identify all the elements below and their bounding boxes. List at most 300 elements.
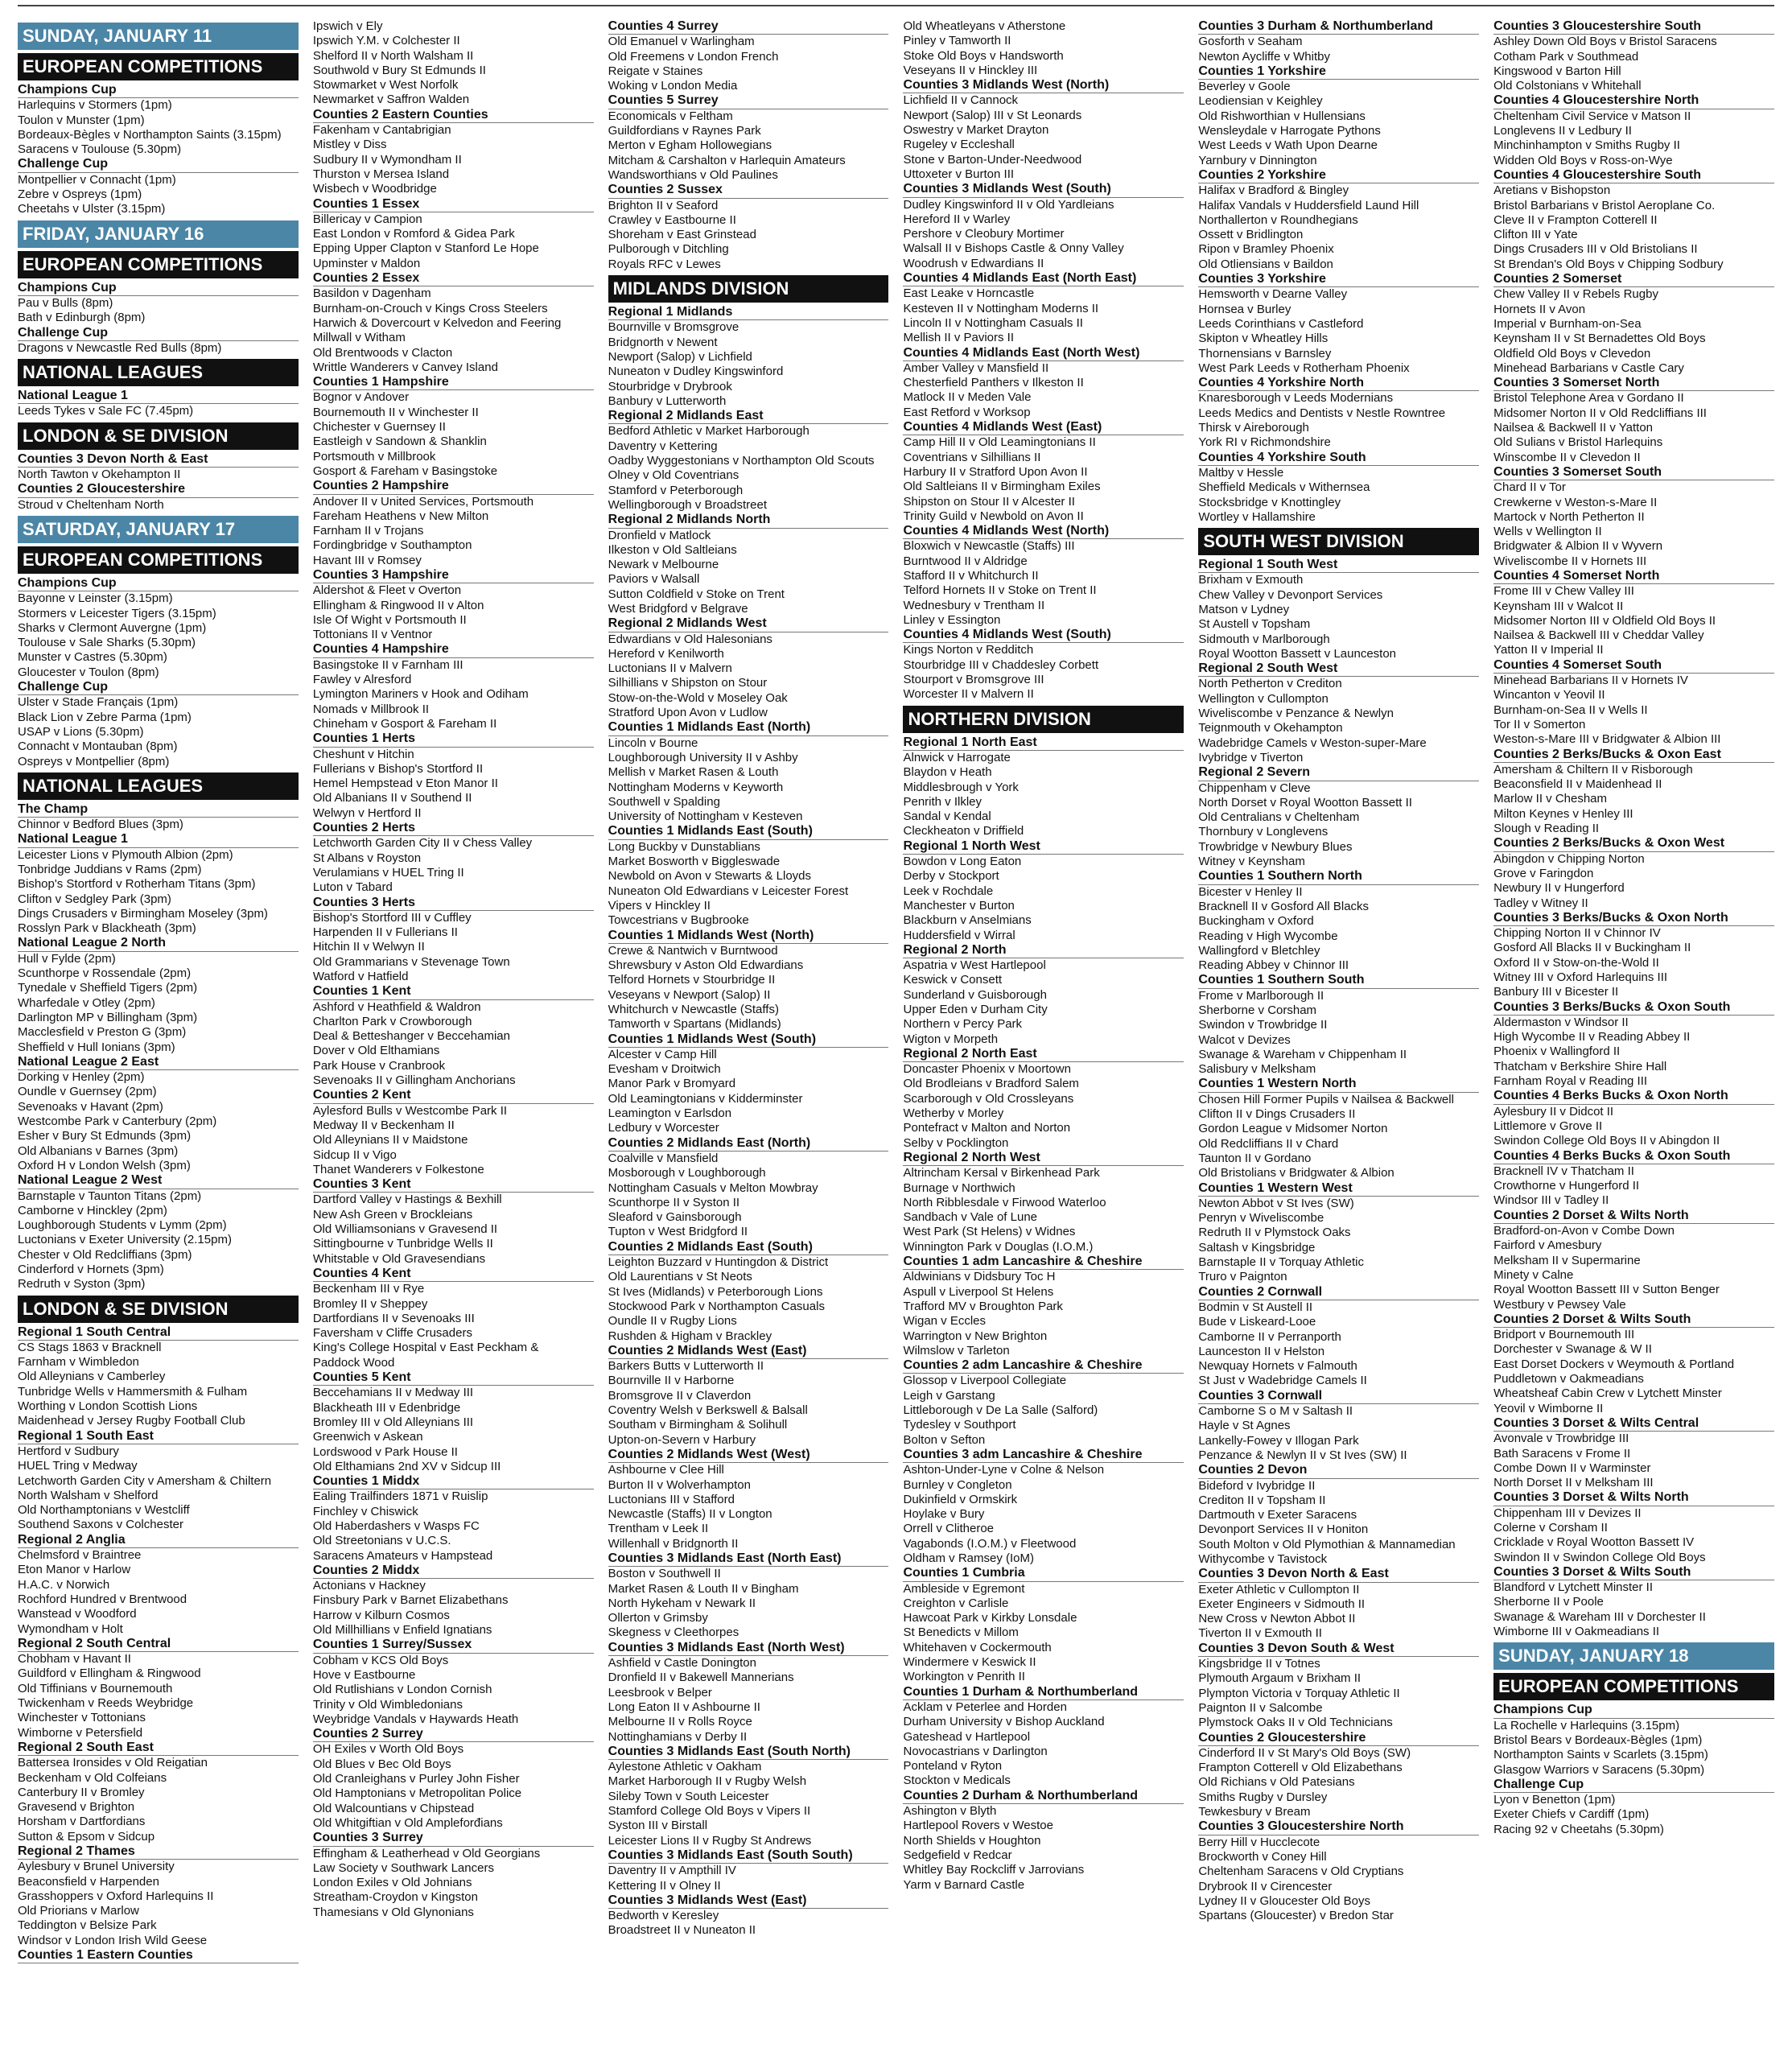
fixture-line: Saracens Amateurs v Hampstead [312,1548,493,1563]
fixture-line: Trinity v Old Wimbledonians [312,1697,463,1712]
fixture-line: Royal Wootton Bassett v Launceston [1198,646,1397,661]
fixture-line: Sudbury II v Wymondham II [312,152,462,167]
fixture-line: Barnstaple II v Torquay Athletic [1198,1255,1364,1270]
fixture-line: Olney v Old Coventrians [608,468,739,483]
fixture-line: Nailsea & Backwell II v Yatton [1493,421,1654,435]
fixture-line: Tonbridge Juddians v Rams (2pm) [18,862,202,876]
fixture-line: Camborne S o M v Saltash II [1198,1404,1353,1419]
fixture-line: London Exiles v Old Johnians [312,1876,472,1890]
fixture-line: Stockwood Park v Northampton Casuals [608,1299,825,1313]
competition-title: Counties 3 Dorset & Wilts South [1493,1565,1774,1580]
fixture-line: Trowbridge v Newbury Blues [1198,839,1353,854]
competition-title: Counties 1 Herts [313,731,594,747]
fixture-line: Halifax Vandals v Huddersfield Laund Hill [1198,198,1419,212]
fixture-line: Upper Eden v Durham City [903,1003,1048,1016]
fixture-line: Abingdon v Chipping Norton [1493,851,1645,866]
fixture-line: Hawcoat Park v Kirkby Lonsdale [903,1611,1077,1625]
fixture-line: Dorking v Henley (2pm) [18,1070,145,1085]
fixture-line: Acklam v Peterlee and Horden [903,1700,1067,1714]
fixture-line: Durham University v Bishop Auckland [903,1715,1105,1729]
competition-title: Counties 4 Somerset South [1493,658,1774,674]
competition-title: Counties 1 Midlands West (North) [608,929,889,944]
fixture-line: Southwold v Bury St Edmunds II [312,63,486,77]
fixture-line: Linley v Essington [903,612,1001,627]
fixture-line: Harrow v Kilburn Cosmos [312,1608,450,1622]
fixture-line: Southwell v Spalding [608,794,720,809]
fixture-line: Aylesford Bulls v Westcombe Park II [312,1103,508,1118]
fixture-line: Kingsbridge II v Totnes [1198,1657,1320,1671]
competition-title: Counties 2 Surrey [313,1727,594,1742]
fixture-line: Lichfield II v Cannock [903,93,1019,108]
fixture-line: Ollerton v Grimsby [608,1611,708,1625]
fixture-line: Luton v Tabard [312,880,393,895]
fixture-line: Old Alleynians II v Maidstone [312,1133,468,1147]
fixture-line: Walcot v Devizes [1198,1032,1291,1047]
fixture-line: South Molton v Old Plymothian & Mannamedian [1198,1537,1456,1551]
fixture-line: Chard II v Tor [1493,480,1566,495]
fixture-line: Dover v Old Elthamians [312,1044,440,1058]
competition-title: Regional 2 North West [903,1151,1184,1166]
competition-title: National League 1 [18,832,299,847]
fixture-line: St Benedicts v Millom [903,1625,1019,1640]
fixture-line: Sherborne v Corsham [1198,1003,1317,1017]
fixture-line: USAP v Lions (5.30pm) [18,724,144,739]
fixture-line: Hartlepool Rovers v Westoe [903,1819,1053,1833]
competition-title: Counties 4 Midlands East (North West) [903,346,1184,361]
fixture-line: Chichester v Guernsey II [312,420,446,435]
fixture-line: Dorchester v Swanage & W II [1493,1342,1652,1357]
fixture-line: Sedgefield v Redcar [903,1848,1012,1862]
fixture-line: Twickenham v Reeds Weybridge [18,1696,194,1711]
fixture-line: East Dorset Dockers v Weymouth & Portland [1493,1357,1735,1371]
fixture-line: Minehead Barbarians II v Hornets IV [1493,674,1688,688]
fixture-line: Dronfield v Matlock [608,528,711,542]
competition-title: Counties 3 Devon North & East [18,452,299,468]
fixture-line: Burton II v Wolverhampton [608,1477,751,1492]
fixture-line: Park House v Cranbrook [312,1058,446,1073]
fixture-line: Swindon II v Swindon College Old Boys [1493,1550,1706,1564]
fixture-line: Amersham & Chiltern II v Risborough [1493,762,1693,777]
fixture-line: Marlow II v Chesham [1493,792,1608,806]
fixture-line: Ospreys v Montpellier (8pm) [18,754,170,768]
fixture-line: York RI v Richmondshire [1198,435,1331,450]
fixture-line: Ipswich v Ely [312,19,383,33]
fixture-line: Reading Abbey v Chinnor III [1198,958,1349,973]
fixture-line: Deal & Betteshanger v Beccehamian [312,1029,510,1044]
competition-title: Counties 2 Cornwall [1198,1285,1479,1300]
fixture-line: Camp Hill II v Old Leamingtonians II [903,435,1096,450]
fixture-line: High Wycombe II v Reading Abbey II [1493,1030,1691,1044]
fixture-line: Old Laurentians v St Neots [608,1270,752,1284]
fixture-line: Newport (Salop) III v St Leonards [903,108,1082,122]
fixture-line: Old Leamingtonians v Kidderminster [608,1091,803,1106]
fixture-line: Imperial v Burnham-on-Sea [1493,316,1642,331]
fixture-line: Bristol Barbarians v Bristol Aeroplane Co. [1493,198,1716,212]
fixture-line: Aretians v Bishopston [1493,183,1611,198]
competition-title: Regional 2 Midlands East [608,409,889,424]
fixture-line: Teddington v Belsize Park [18,1918,157,1933]
fixture-line: West Park (St Helens) v Widnes [903,1225,1076,1239]
day-header: FRIDAY, JANUARY 16 [18,220,299,248]
competition-title: Regional 1 North East [903,735,1184,751]
fixture-line: Drybrook II v Cirencester [1198,1879,1333,1893]
fixture-line: Chinnor v Bedford Blues (3pm) [18,818,183,832]
fixture-line: Letchworth Garden City II v Chess Valley [312,836,533,851]
fixture-line: Redruth II v Plymstock Oaks [1198,1226,1351,1240]
fixture-line: Newbury II v Hungerford [1493,881,1625,896]
fixture-line: Zebre v Ospreys (1pm) [18,187,142,202]
fixture-line: Exeter Chiefs v Cardiff (1pm) [1493,1807,1650,1822]
fixture-line: Alnwick v Harrogate [903,750,1011,764]
fixture-line: Ipswich Y.M. v Colchester II [312,34,460,48]
fixture-line: Oldfield Old Boys v Clevedon [1493,346,1651,360]
fixture-line: Thornbury v Longlevens [1198,825,1329,839]
fixture-line: East Retford v Worksop [903,405,1031,419]
competition-title: Counties 5 Surrey [608,93,889,109]
fixture-line: Nuneaton v Dudley Kingswinford [608,365,784,379]
competition-title: National League 2 East [18,1055,299,1070]
fixture-line: Vipers v Hinckley II [608,898,711,913]
fixture-line: Fullerians v Bishop's Stortford II [312,761,484,776]
fixture-line: St Brendan's Old Boys v Chipping Sodbury [1493,257,1724,271]
fixture-line: Sandbach v Vale of Lune [903,1210,1038,1225]
competition-title: National League 1 [18,389,299,404]
fixture-line: Weston-s-Mare III v Bridgwater & Albion III [1493,732,1721,747]
fixture-line: Horsham v Dartfordians [18,1815,146,1829]
competition-title: Counties 1 Midlands East (South) [608,824,889,839]
fixture-line: Swindon v Trowbridge II [1198,1018,1328,1032]
fixture-line: Blackburn v Anselmians [903,913,1032,928]
fixture-line: Old Cranleighans v Purley John Fisher [312,1772,520,1786]
fixture-line: Ulster v Stade Français (1pm) [18,695,179,710]
fixture-line: Crowthorne v Hungerford II [1493,1179,1640,1193]
fixture-line: OH Exiles v Worth Old Boys [312,1742,464,1757]
fixture-line: Worthing v London Scottish Lions [18,1399,198,1414]
fixture-line: Withycombe v Tavistock [1198,1551,1328,1566]
competition-title: Counties 3 Durham & Northumberland [1198,19,1479,35]
fixture-line: Wigton v Morpeth [903,1032,999,1046]
fixture-line: Hereford v Kenilworth [608,646,724,661]
fixture-line: Ashfield v Castle Donington [608,1656,756,1671]
fixture-line: Leighton Buzzard v Huntingdon & District [608,1255,829,1270]
fixture-line: Stockton v Medicals [903,1774,1011,1788]
fixture-line: Whitchurch v Newcastle (Staffs) [608,1003,779,1016]
fixture-line: Dragons v Newcastle Red Bulls (8pm) [18,340,222,355]
fixture-line: Reading v High Wycombe [1198,929,1338,943]
fixture-line: Crediton II v Topsham II [1198,1493,1326,1507]
fixture-line: Frome III v Chew Valley III [1493,584,1634,599]
fixture-line: Old Elthamians 2nd XV v Sidcup III [312,1459,501,1473]
fixture-line: Woking v London Media [608,79,738,93]
fixture-line: Luctonians v Exeter University (2.15pm) [18,1233,232,1247]
fixture-line: Witney III v Oxford Harlequins III [1493,970,1668,984]
competition-title: Regional 2 South Central [18,1637,299,1652]
competition-title: Counties 2 Midlands West (East) [608,1344,889,1359]
section-header: NORTHERN DIVISION [903,706,1184,733]
fixture-line: Gordon League v Midsomer Norton [1198,1122,1388,1136]
fixture-line: West Bridgford v Belgrave [608,601,748,616]
fixture-line: Basildon v Dagenham [312,286,431,301]
fixture-line: Newton Abbot v St Ives (SW) [1198,1196,1354,1210]
fixture-line: Tynedale v Sheffield Tigers (2pm) [18,981,198,995]
fixture-line: Leek v Rochdale [903,884,994,898]
fixture-line: Faversham v Cliffe Crusaders [312,1326,472,1341]
fixture-line: Old Centralians v Cheltenham [1198,810,1360,825]
fixture-line: Shelford II v North Walsham II [312,48,474,63]
fixture-line: H.A.C. v Norwich [18,1577,110,1592]
fixture-line: Hemsworth v Dearne Valley [1198,287,1348,302]
competition-title: Counties 3 Somerset South [1493,465,1774,480]
fixture-line: Royals RFC v Lewes [608,257,721,271]
fixture-line: Spartans (Gloucester) v Bredon Star [1198,1909,1394,1923]
fixture-line: Pulborough v Ditchling [608,242,729,257]
fixture-line: Sandal v Kendal [903,810,991,824]
competition-title: Counties 3 adm Lancashire & Cheshire [903,1448,1184,1463]
fixture-line: Minehead Barbarians v Castle Cary [1493,360,1684,375]
fixture-line: Ealing Trailfinders 1871 v Ruislip [312,1489,488,1504]
fixture-line: Cleve II v Frampton Cotterell II [1493,212,1658,227]
fixture-line: Derby v Stockport [903,869,999,884]
fixture-line: Leicester Lions v Plymouth Albion (2pm) [18,847,233,862]
fixture-line: Skipton v Wheatley Hills [1198,332,1329,346]
fixture-line: Southam v Birmingham & Solihull [608,1418,788,1432]
competition-title: Counties 1 Southern North [1198,869,1479,884]
fixture-line: Clifton III v Yate [1493,228,1578,242]
fixture-line: Beckenham III v Rye [312,1282,425,1296]
fixture-line: North Shields v Houghton [903,1833,1041,1848]
fixture-line: Colerne v Corsham II [1493,1520,1608,1535]
fixture-line: Witney v Keynsham [1198,855,1305,869]
fixture-line: Plympton Victoria v Torquay Athletic II [1198,1686,1400,1700]
fixture-line: Lincoln v Bourne [608,735,698,750]
section-header: SOUTH WEST DIVISION [1198,528,1479,555]
competition-title: Counties 3 Dorset & Wilts Central [1493,1416,1774,1432]
fixture-line: Old Bristolians v Bridgwater & Albion [1198,1166,1394,1180]
fixture-line: Banbury III v Bicester II [1493,985,1619,999]
fixture-line: Old Haberdashers v Wasps FC [312,1518,480,1533]
competition-title: Counties 2 Yorkshire [1198,168,1479,183]
fixture-line: Matson v Lydney [1198,602,1290,616]
fixture-line: Reigate v Staines [608,64,703,78]
competition-title: Regional 2 North East [903,1047,1184,1062]
fixture-line: Grasshoppers v Oxford Harlequins II [18,1889,214,1903]
fixture-line: Wednesbury v Trentham II [903,598,1045,612]
fixture-line: Tewkesbury v Bream [1198,1805,1311,1819]
fixtures-column-5 [1198,19,1479,2055]
competition-title: Regional 2 Midlands West [608,616,889,632]
competition-title: Counties 2 Kent [313,1088,594,1103]
fixture-line: Old Otliensians v Baildon [1198,257,1333,271]
fixture-line: Chesterfield Panthers v Ilkeston II [903,376,1084,390]
fixture-line: Cinderford v Hornets (3pm) [18,1263,164,1276]
competition-title: Counties 2 Berks/Bucks & Oxon West [1493,836,1774,851]
fixture-line: Guildfordians v Raynes Park [608,124,761,138]
fixture-line: Yarnbury v Dinnington [1198,153,1317,167]
fixture-line: Frome v Marlborough II [1198,988,1324,1003]
competition-title: Counties 4 Gloucestershire North [1493,93,1774,109]
competition-title: The Champ [18,802,299,818]
fixture-line: Bridgwater & Albion II v Wyvern [1493,539,1663,554]
fixture-line: Basingstoke II v Farnham III [312,657,463,672]
fixture-line: Chew Valley v Devonport Services [1198,587,1383,602]
fixture-line: Sunderland v Guisborough [903,987,1047,1002]
fixture-line: Buckingham v Oxford [1198,914,1314,929]
fixture-line: Greenwich v Askean [312,1430,423,1444]
section-header: EUROPEAN COMPETITIONS [18,53,299,80]
fixture-line: Penryn v Wiveliscombe [1198,1211,1324,1226]
fixture-line: Nomads v Millbrook II [312,702,430,716]
competition-title: Counties 2 Sussex [608,183,889,198]
fixture-line: Worcester II v Malvern II [903,687,1034,702]
fixture-line: Paviors v Walsall [608,572,700,587]
fixture-line: Bedworth v Keresley [608,1909,719,1923]
fixture-line: Gosport & Fareham v Basingstoke [312,464,498,478]
fixture-line: Leigh v Garstang [903,1388,995,1403]
fixture-line: Pershore v Cleobury Mortimer [903,227,1065,241]
fixture-line: Redruth v Syston (3pm) [18,1277,146,1292]
fixture-line: North Petherton v Crediton [1198,677,1342,691]
competition-title: Counties 3 Hampshire [313,568,594,583]
fixture-line: Creighton v Carlisle [903,1596,1009,1610]
competition-title: Regional 2 Anglia [18,1533,299,1548]
fixture-line: Phoenix v Wallingford II [1493,1044,1621,1059]
fixture-line: Bordeaux-Bègles v Northampton Saints (3.15pm) [18,127,282,142]
competition-title: Regional 2 South West [1198,661,1479,677]
competition-title: Counties 2 Gloucestershire [18,482,299,497]
fixture-line: Welwyn v Hertford II [312,805,422,820]
fixture-line: Sevenoaks II v Gillingham Anchorians [312,1073,516,1088]
fixture-line: Oxford H v London Welsh (3pm) [18,1158,191,1172]
fixture-line: Macclesfield v Preston G (3pm) [18,1025,187,1040]
fixture-line: Toulouse v Sale Sharks (5.30pm) [18,636,196,650]
competition-title: Counties 1 Hampshire [313,375,594,390]
fixture-line: Woodrush v Edwardians II [903,256,1044,270]
fixture-line: Aspatria v West Hartlepool [903,958,1046,973]
fixture-line: Bournemouth II v Winchester II [312,405,479,419]
competition-title: Counties 2 Gloucestershire [1198,1731,1479,1746]
fixture-line: Westcombe Park v Canterbury (2pm) [18,1114,217,1129]
fixture-line: Leicester Lions II v Rugby St Andrews [608,1833,812,1848]
competition-title: Regional 1 Midlands [608,305,889,320]
fixture-line: Harpenden II v Fullerians II [312,925,458,940]
fixture-line: Barkers Butts v Lutterworth II [608,1359,764,1374]
fixture-line: Northallerton v Roundhegians [1198,212,1358,227]
fixture-line: Halifax v Bradford & Bingley [1198,183,1349,198]
fixture-line: Sharks v Clermont Auvergne (1pm) [18,620,207,635]
competition-title: Counties 4 Midlands West (North) [903,524,1184,539]
competition-title: Counties 3 Berks/Bucks & Oxon South [1493,1000,1774,1016]
fixture-line: Chosen Hill Former Pupils v Nailsea & Backwell [1198,1092,1454,1106]
fixture-line: Winscombe II v Clevedon II [1493,450,1641,464]
fixture-line: Lydney II v Gloucester Old Boys [1198,1893,1371,1908]
competition-title: Regional 1 South West [1198,558,1479,573]
day-header: SUNDAY, JANUARY 18 [1493,1642,1774,1670]
fixture-line: Actonians v Hackney [312,1579,426,1593]
fixture-line: Telford Hornets II v Stoke on Trent II [903,583,1097,598]
fixture-line: Coventry Welsh v Berkswell & Balsall [608,1403,808,1418]
fixture-line: Old Tiffinians v Bournemouth [18,1681,173,1695]
fixture-line: Market Rasen & Louth II v Bingham [608,1581,799,1596]
fixture-line: Oundle II v Rugby Lions [608,1314,737,1329]
fixture-line: Charlton Park v Crowborough [312,1014,472,1028]
fixture-line: New Ash Green v Brockleians [312,1207,473,1222]
fixture-line: Skegness v Cleethorpes [608,1625,739,1640]
fixture-line: Harlequins v Stormers (1pm) [18,98,172,113]
fixture-line: Altrincham Kersal v Birkenhead Park [903,1166,1100,1180]
fixture-line: Andover II v United Services, Portsmouth [312,494,534,509]
fixture-line: Winchester v Tottonians [18,1711,146,1725]
fixture-line: Aldermaston v Windsor II [1493,1015,1629,1029]
fixture-line: Wallingford v Bletchley [1198,943,1320,958]
fixture-line: Edwardians v Old Halesonians [608,632,772,646]
fixture-line: Saltash v Kingsbridge [1198,1240,1316,1255]
fixture-line: Newark v Melbourne [608,558,719,572]
fixture-line: Finchley v Chiswick [312,1504,418,1518]
fixture-line: Tiverton II v Exmouth II [1198,1626,1322,1641]
fixture-line: Nuneaton Old Edwardians v Leicester Forest [608,884,849,898]
fixture-line: Long Buckby v Dunstablians [608,839,760,854]
competition-title: Counties 1 Eastern Counties [18,1948,299,1963]
fixture-line: Beverley v Goole [1198,80,1291,94]
fixtures-column-4 [903,19,1184,2055]
fixture-line: Beccehamians II v Medway III [312,1386,474,1400]
fixture-line: University of Nottingham v Kesteven [608,810,803,824]
fixture-line: Widden Old Boys v Ross-on-Wye [1493,153,1673,167]
competition-title: Counties 1 Durham & Northumberland [903,1685,1184,1700]
fixture-line: Chester v Old Redcliffians (3pm) [18,1247,192,1262]
fixture-line: Milton Keynes v Henley III [1493,806,1633,821]
fixture-line: Dartmouth v Exeter Saracens [1198,1508,1357,1522]
fixture-line: Hull v Fylde (2pm) [18,951,116,966]
fixture-line: Keynsham III v Walcot II [1493,599,1624,613]
fixture-line: Old Streetonians v U.C.S. [312,1534,451,1548]
competition-title: Counties 1 adm Lancashire & Cheshire [903,1255,1184,1270]
fixture-line: Northampton Saints v Scarlets (3.15pm) [1493,1748,1708,1762]
fixture-line: Wadebridge Camels v Weston-super-Mare [1198,735,1427,750]
fixture-line: Ashington v Blyth [903,1804,997,1819]
fixture-line: Ilkeston v Old Saltleians [608,542,737,557]
fixture-line: Warrington v New Brighton [903,1329,1048,1343]
competition-title: Counties 3 Midlands West (East) [608,1893,889,1909]
fixture-line: North Hykeham v Newark II [608,1596,756,1610]
fixture-line: Wellington v Cullompton [1198,691,1329,706]
fixture-line: Tadley v Witney II [1493,896,1588,910]
fixture-line: Stowmarket v West Norfolk [312,78,459,93]
fixture-line: Cheltenham Civil Service v Matson II [1493,109,1691,123]
fixture-line: Longlevens II v Ledbury II [1493,124,1632,138]
fixture-line: Manor Park v Bromyard [608,1077,736,1091]
fixture-line: Sidmouth v Marlborough [1198,632,1330,646]
fixture-line: Old Brentwoods v Clacton [312,345,453,360]
fixture-line: Fairford v Amesbury [1493,1238,1602,1253]
fixture-line: Gosforth v Seaham [1198,35,1303,49]
fixture-line: Kettering II v Olney II [608,1878,721,1893]
fixture-line: Minety v Calne [1493,1267,1574,1282]
fixture-line: Old Millhillians v Enfield Ignatians [312,1623,492,1638]
fixture-line: Daventry v Kettering [608,439,718,453]
fixture-line: Shoreham v East Grinstead [608,228,756,242]
competition-title: Challenge Cup [18,326,299,341]
fixture-line: Walsall II v Bishops Castle & Onny Valley [903,241,1124,256]
fixture-line: Rosslyn Park v Blackheath (3pm) [18,921,196,936]
fixture-line: Stone v Barton-Under-Needwood [903,152,1082,167]
fixture-line: Wellingborough v Broadstreet [608,497,767,512]
fixture-line: Weybridge Vandals v Haywards Heath [312,1712,519,1726]
fixture-line: Stroud v Cheltenham North [18,497,164,512]
fixture-line: Manchester v Burton [903,898,1015,913]
fixture-line: Minchinhampton v Smiths Rugby II [1493,138,1680,153]
fixture-line: Wensleydale v Harrogate Pythons [1198,124,1381,138]
